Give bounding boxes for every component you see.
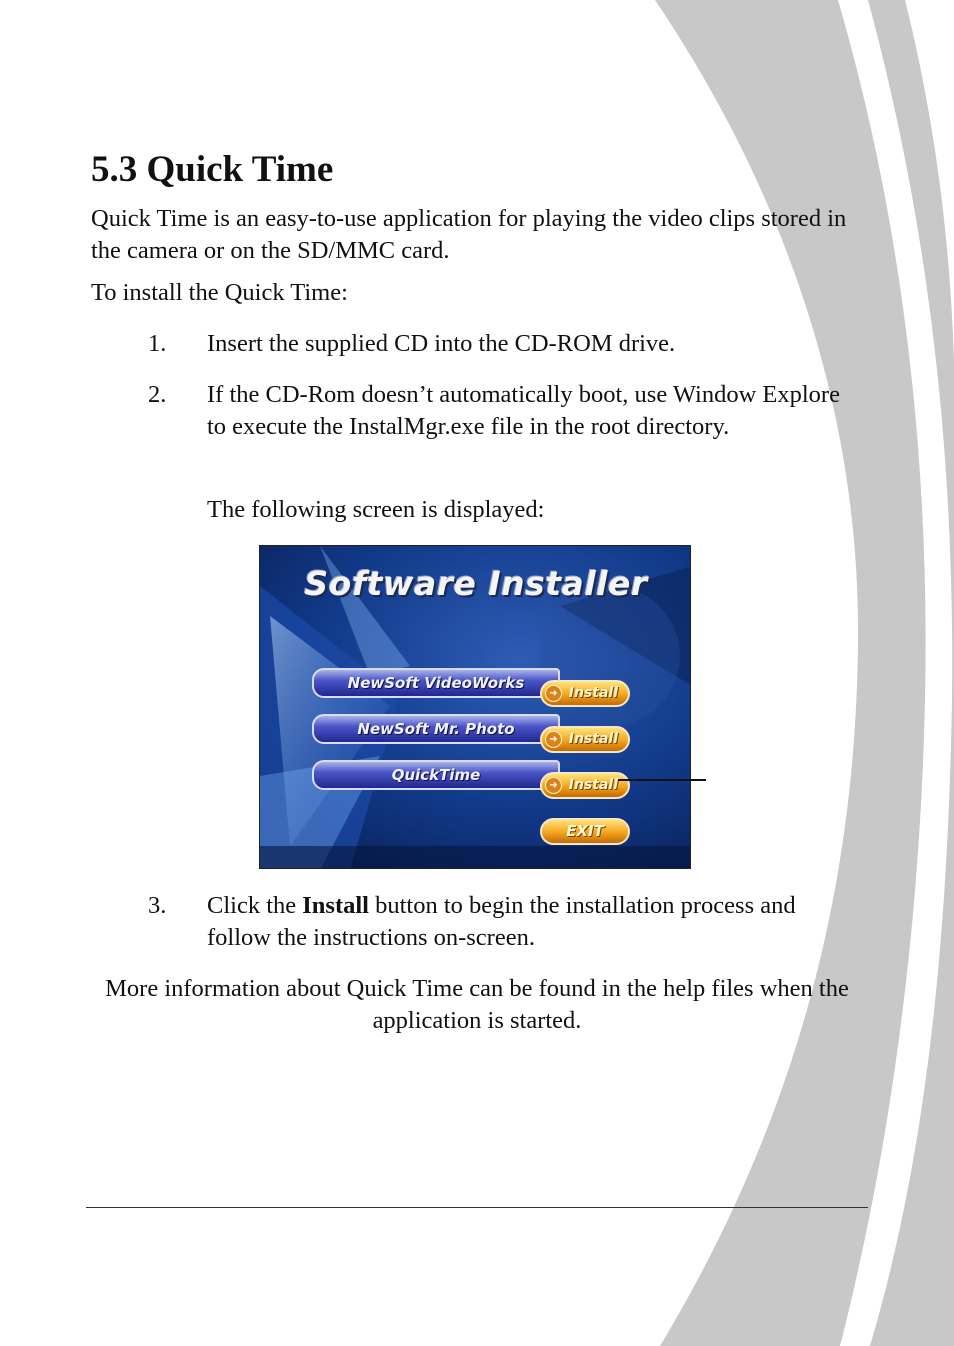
intro-paragraph: Quick Time is an easy-to-use application for playing the video clips stored in the camera or on the SD/MMC card. (91, 205, 847, 264)
product-quicktime: QuickTime (312, 760, 560, 790)
step-number: 3. (148, 892, 167, 919)
install-button-label: Install (568, 777, 618, 793)
step-number: 2. (148, 381, 167, 408)
install-quicktime-button[interactable] (540, 772, 630, 799)
exit-button[interactable]: EXIT (540, 818, 630, 845)
step-text: Insert the supplied CD into the CD-ROM drive. (207, 330, 676, 357)
product-mr-photo: NewSoft Mr. Photo (312, 714, 560, 744)
install-videoworks-button[interactable] (540, 680, 630, 707)
install-button-label: Install (568, 685, 618, 701)
closing-paragraph: More information about Quick Time can be found in the help files when the application is started. (105, 975, 849, 1034)
section-heading: 5.3 Quick Time (91, 149, 334, 190)
footer-rule (86, 1207, 868, 1208)
install-mr-photo-button[interactable] (540, 726, 630, 753)
installer-screenshot (259, 545, 691, 869)
lead-paragraph: To install the Quick Time: (91, 279, 348, 306)
step-text (207, 890, 857, 954)
step-text: If the CD-Rom doesn’t automatically boot, use Window Explore to execute the InstalMgr.exe file in the root directory. (207, 381, 840, 440)
product-videoworks: NewSoft VideoWorks (312, 668, 560, 698)
step-text-part: Click the (207, 892, 303, 919)
arrow-right-icon: ➜ (545, 731, 562, 748)
step-text-part: button to begin the installation process and follow the instructions on-screen. (207, 892, 796, 951)
install-keyword: Install (302, 892, 369, 919)
install-button-label: Install (568, 731, 618, 747)
installer-title: Software Installer (304, 564, 648, 603)
arrow-right-icon: ➜ (545, 777, 562, 794)
step-note: The following screen is displayed: (207, 496, 545, 523)
arrow-right-icon: ➜ (545, 685, 562, 702)
callout-line (618, 779, 706, 781)
step-number: 1. (148, 330, 167, 357)
